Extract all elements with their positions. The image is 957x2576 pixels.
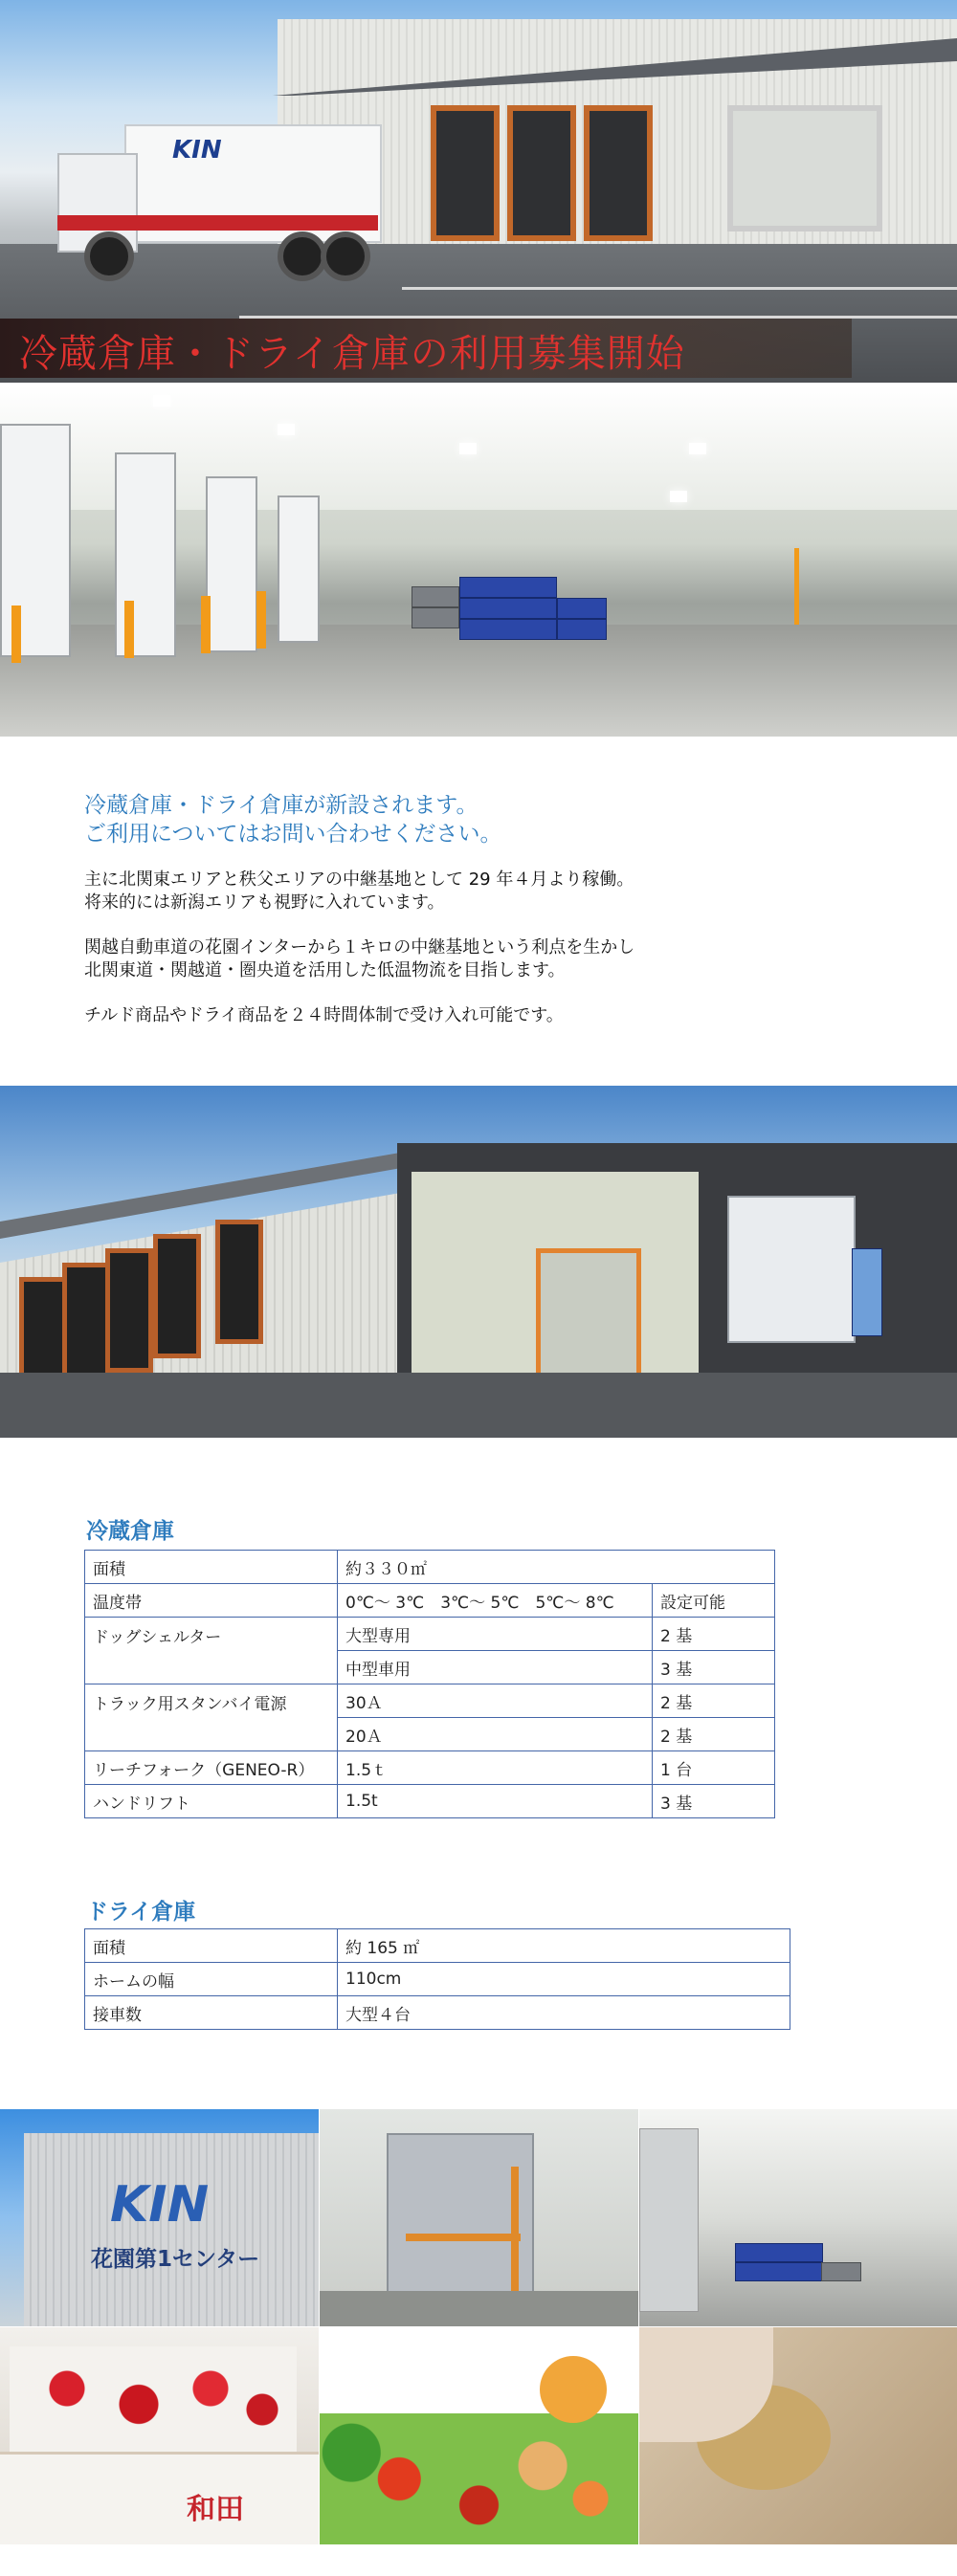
intro-paragraph-2b: 北関東道・関越道・圏央道を活用した低温物流を目指します。 bbox=[84, 960, 566, 980]
table-row bbox=[85, 1551, 775, 1584]
table-cell: トラック用スタンバイ電源 bbox=[85, 1684, 338, 1751]
sign-logo: KIN bbox=[110, 2176, 210, 2234]
table-row bbox=[85, 1751, 775, 1785]
table-cell: 3 基 bbox=[653, 1651, 775, 1684]
intro-lead-line1: 冷蔵倉庫・ドライ倉庫が新設されます。 bbox=[84, 793, 478, 818]
cold-room-door-photo bbox=[320, 2109, 638, 2326]
dry-storage-title: ドライ倉庫 bbox=[86, 1900, 196, 1925]
table-row bbox=[85, 1929, 790, 1963]
table-cell: リーチフォーク（GENEO-R） bbox=[85, 1751, 338, 1785]
table-cell: ドッグシェルター bbox=[85, 1618, 338, 1684]
intro-paragraph-3: チルド商品やドライ商品を２４時間体制で受け入れ可能です。 bbox=[84, 1005, 564, 1025]
table-cell: 3 基 bbox=[653, 1785, 775, 1818]
building-sign-photo bbox=[0, 2109, 319, 2326]
table-cell: 110cm bbox=[338, 1963, 790, 1996]
table-cell: ホームの幅 bbox=[85, 1963, 338, 1996]
table-cell: 中型車用 bbox=[338, 1651, 653, 1684]
table-cell: 大型４台 bbox=[338, 1996, 790, 2030]
cold-storage-title: 冷蔵倉庫 bbox=[86, 1519, 174, 1544]
sign-text: 花園第1センター bbox=[91, 2247, 260, 2272]
cold-storage-table bbox=[84, 1550, 775, 1818]
table-cell: 大型専用 bbox=[338, 1618, 653, 1651]
dry-storage-table bbox=[84, 1928, 790, 2030]
table-cell: 設定可能 bbox=[653, 1584, 775, 1618]
warehouse-interior-photo bbox=[0, 385, 957, 737]
table-row bbox=[85, 1584, 775, 1618]
table-cell: ハンドリフト bbox=[85, 1785, 338, 1818]
intro-lead-line2: ご利用についてはお問い合わせください。 bbox=[84, 822, 502, 847]
page-title: 冷蔵倉庫・ドライ倉庫の利用募集開始 bbox=[19, 332, 685, 376]
vegetables-photo bbox=[320, 2327, 638, 2544]
intro-paragraph-1b: 将来的には新潟エリアも視野に入れています。 bbox=[84, 892, 445, 913]
loading-dock-photo bbox=[0, 1086, 957, 1438]
table-cell: 約 165 ㎡ bbox=[338, 1929, 790, 1963]
intro-paragraph-2: 関越自動車道の花園インターから１キロの中継基地という利点を生かし bbox=[84, 937, 635, 958]
truck-logo: KIN bbox=[172, 136, 222, 165]
box-label: 和田 bbox=[187, 2493, 244, 2526]
table-cell: 面積 bbox=[85, 1929, 338, 1963]
strawberries-photo bbox=[0, 2327, 319, 2544]
table-cell: 30Ａ bbox=[338, 1684, 653, 1718]
table-row bbox=[85, 1684, 775, 1718]
table-cell: 温度帯 bbox=[85, 1584, 338, 1618]
table-cell: 2 基 bbox=[653, 1718, 775, 1751]
table-cell: 約３３０㎡ bbox=[338, 1551, 775, 1584]
table-cell: 20Ａ bbox=[338, 1718, 653, 1751]
table-cell: 2 基 bbox=[653, 1684, 775, 1718]
table-cell: 1 台 bbox=[653, 1751, 775, 1785]
table-cell: 1.5ｔ bbox=[338, 1751, 653, 1785]
table-row bbox=[85, 1996, 790, 2030]
table-row bbox=[85, 1618, 775, 1651]
table-cell: 0℃～ 3℃ 3℃～ 5℃ 5℃～ 8℃ bbox=[338, 1584, 653, 1618]
table-cell: 2 基 bbox=[653, 1618, 775, 1651]
table-row bbox=[85, 1963, 790, 1996]
grain-photo bbox=[639, 2327, 957, 2544]
intro-paragraph-1: 主に北関東エリアと秩父エリアの中継基地として 29 年４月より稼働。 bbox=[84, 870, 634, 890]
interior-photo-small bbox=[639, 2109, 957, 2326]
table-cell: 1.5t bbox=[338, 1785, 653, 1818]
table-row bbox=[85, 1785, 775, 1818]
table-cell: 面積 bbox=[85, 1551, 338, 1584]
table-cell: 接車数 bbox=[85, 1996, 338, 2030]
